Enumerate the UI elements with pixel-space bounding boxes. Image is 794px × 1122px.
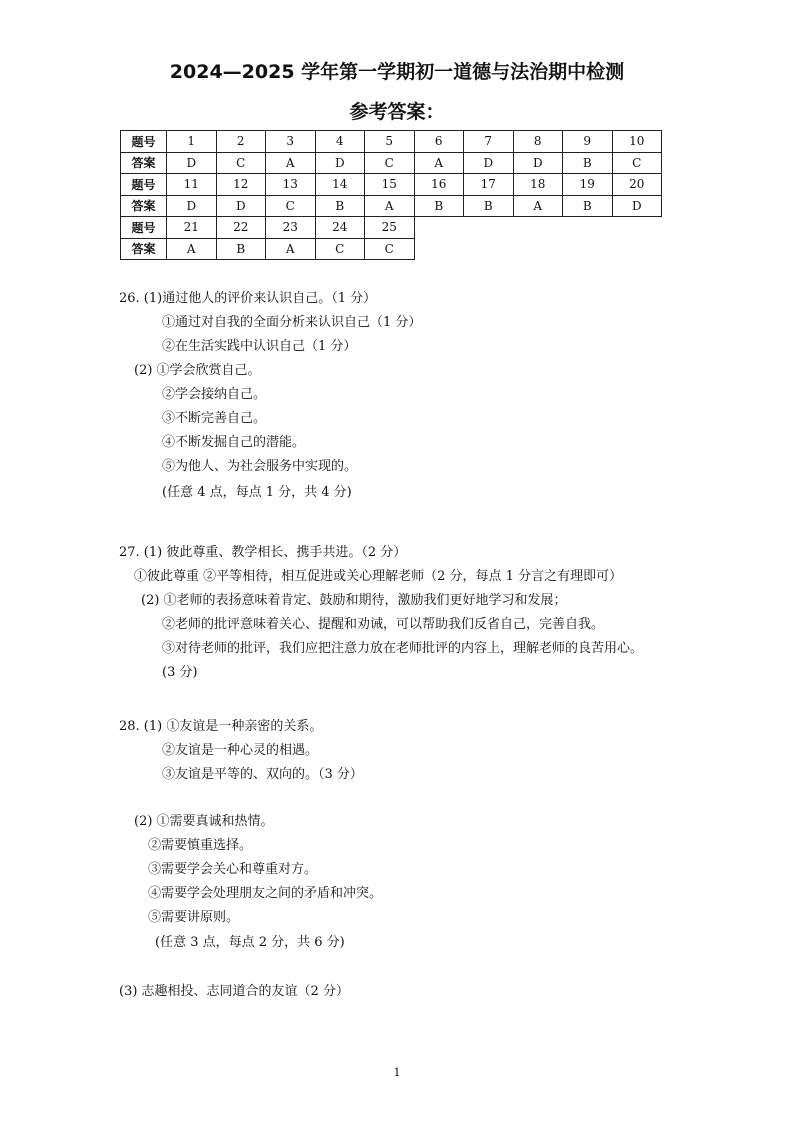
table-cell: 7 bbox=[464, 131, 514, 153]
q27-scoring-note: (3 分) bbox=[162, 665, 198, 680]
table-cell: B bbox=[414, 195, 464, 217]
table-cell: A bbox=[266, 238, 316, 260]
table-cell: A bbox=[414, 152, 464, 174]
table-cell bbox=[612, 238, 662, 260]
page-number: 1 bbox=[393, 1066, 401, 1079]
q28-scoring-note: (任意 3 点，每点 2 分，共 6 分) bbox=[155, 935, 345, 950]
answer-table bbox=[120, 130, 662, 260]
q26-part1-point2: ②在生活实践中认识自己（1 分） bbox=[162, 339, 357, 354]
table-cell: 11 bbox=[167, 174, 217, 196]
q28-part2: (2) ①需要真诚和热情。 bbox=[134, 814, 274, 829]
table-cell: 4 bbox=[315, 131, 365, 153]
row-label: 答案 bbox=[121, 195, 167, 217]
answer-key-heading: 参考答案： bbox=[349, 101, 445, 123]
table-cell: 1 bbox=[167, 131, 217, 153]
q28-part3: (3) 志趣相投、志同道合的友谊（2 分） bbox=[119, 984, 349, 999]
table-row bbox=[121, 238, 662, 260]
table-cell: A bbox=[513, 195, 563, 217]
table-cell: D bbox=[464, 152, 514, 174]
table-cell: 5 bbox=[365, 131, 415, 153]
row-label: 答案 bbox=[121, 152, 167, 174]
table-row bbox=[121, 152, 662, 174]
table-row bbox=[121, 217, 662, 239]
row-label: 答案 bbox=[121, 238, 167, 260]
q28-part1-point3: ③友谊是平等的、双向的。（3 分） bbox=[162, 767, 363, 782]
table-cell: D bbox=[315, 152, 365, 174]
table-cell: C bbox=[612, 152, 662, 174]
q26-part2-point4: ④不断发掘自己的潜能。 bbox=[162, 435, 306, 450]
table-row bbox=[121, 131, 662, 153]
table-cell: C bbox=[365, 152, 415, 174]
q27-part2-point3: ③对待老师的批评，我们应把注意力放在老师批评的内容上，理解老师的良苦用心。 bbox=[162, 641, 644, 656]
table-cell: C bbox=[315, 238, 365, 260]
table-cell: D bbox=[167, 152, 217, 174]
document-title: 2024—2025 学年第一学期初一道德与法治期中检测 bbox=[169, 61, 625, 83]
q26-part1-point1: ①通过对自我的全面分析来认识自己（1 分） bbox=[162, 315, 422, 330]
table-cell: 19 bbox=[563, 174, 613, 196]
q27-part2-point2: ②老师的批评意味着关心、提醒和劝诫，可以帮助我们反省自己，完善自我。 bbox=[162, 617, 605, 632]
table-cell: 8 bbox=[513, 131, 563, 153]
table-cell: 21 bbox=[167, 217, 217, 239]
table-cell bbox=[612, 217, 662, 239]
table-cell: D bbox=[513, 152, 563, 174]
q26-part2-point5: ⑤为他人、为社会服务中实现的。 bbox=[162, 459, 358, 474]
table-cell bbox=[464, 217, 514, 239]
q28-part1-point2: ②友谊是一种心灵的相遇。 bbox=[162, 743, 319, 758]
table-cell: D bbox=[216, 195, 266, 217]
row-label: 题号 bbox=[121, 131, 167, 153]
table-cell: B bbox=[315, 195, 365, 217]
table-cell: 12 bbox=[216, 174, 266, 196]
table-cell: A bbox=[266, 152, 316, 174]
q28-part2-point5: ⑤需要讲原则。 bbox=[148, 910, 240, 925]
table-cell: D bbox=[167, 195, 217, 217]
table-cell: 16 bbox=[414, 174, 464, 196]
table-cell: 3 bbox=[266, 131, 316, 153]
table-cell bbox=[414, 238, 464, 260]
q26-part2: (2) ①学会欣赏自己。 bbox=[134, 363, 261, 378]
q26-part2-point3: ③不断完善自己。 bbox=[162, 411, 267, 426]
table-row bbox=[121, 174, 662, 196]
table-cell: C bbox=[216, 152, 266, 174]
table-cell: 20 bbox=[612, 174, 662, 196]
q28-part2-point3: ③需要学会关心和尊重对方。 bbox=[148, 862, 318, 877]
table-cell: 15 bbox=[365, 174, 415, 196]
row-label: 题号 bbox=[121, 174, 167, 196]
table-cell: A bbox=[365, 195, 415, 217]
table-cell: C bbox=[365, 238, 415, 260]
table-cell: 24 bbox=[315, 217, 365, 239]
table-cell: 23 bbox=[266, 217, 316, 239]
table-cell bbox=[513, 238, 563, 260]
table-cell: B bbox=[563, 152, 613, 174]
q26-part1: 26. (1)通过他人的评价来认识自己。（1 分） bbox=[119, 291, 377, 306]
table-cell bbox=[563, 217, 613, 239]
table-cell: B bbox=[563, 195, 613, 217]
table-cell: B bbox=[464, 195, 514, 217]
table-cell: 2 bbox=[216, 131, 266, 153]
q27-part1-points: ①彼此尊重 ②平等相待，相互促进或关心理解老师（2 分，每点 1 分言之有理即可） bbox=[134, 569, 623, 584]
table-cell: 18 bbox=[513, 174, 563, 196]
table-cell bbox=[464, 238, 514, 260]
table-cell: B bbox=[216, 238, 266, 260]
table-cell: D bbox=[612, 195, 662, 217]
table-cell: C bbox=[266, 195, 316, 217]
table-row bbox=[121, 195, 662, 217]
table-cell bbox=[513, 217, 563, 239]
table-cell bbox=[563, 238, 613, 260]
table-cell bbox=[414, 217, 464, 239]
q26-scoring-note: (任意 4 点，每点 1 分，共 4 分) bbox=[162, 485, 352, 500]
table-cell: A bbox=[167, 238, 217, 260]
table-cell: 6 bbox=[414, 131, 464, 153]
row-label: 题号 bbox=[121, 217, 167, 239]
q26-part2-point2: ②学会接纳自己。 bbox=[162, 387, 267, 402]
q28-part1: 28. (1) ①友谊是一种亲密的关系。 bbox=[119, 719, 323, 734]
table-cell: 14 bbox=[315, 174, 365, 196]
table-cell: 13 bbox=[266, 174, 316, 196]
table-cell: 25 bbox=[365, 217, 415, 239]
q27-part2: (2) ①老师的表扬意味着肯定、鼓励和期待，激励我们更好地学习和发展； bbox=[141, 593, 567, 608]
q28-part2-point4: ④需要学会处理朋友之间的矛盾和冲突。 bbox=[148, 886, 383, 901]
table-cell: 9 bbox=[563, 131, 613, 153]
q28-part2-point2: ②需要慎重选择。 bbox=[148, 838, 253, 853]
table-cell: 10 bbox=[612, 131, 662, 153]
table-cell: 22 bbox=[216, 217, 266, 239]
table-cell: 17 bbox=[464, 174, 514, 196]
q27-part1: 27. (1) 彼此尊重、教学相长、携手共进。（2 分） bbox=[119, 545, 407, 560]
